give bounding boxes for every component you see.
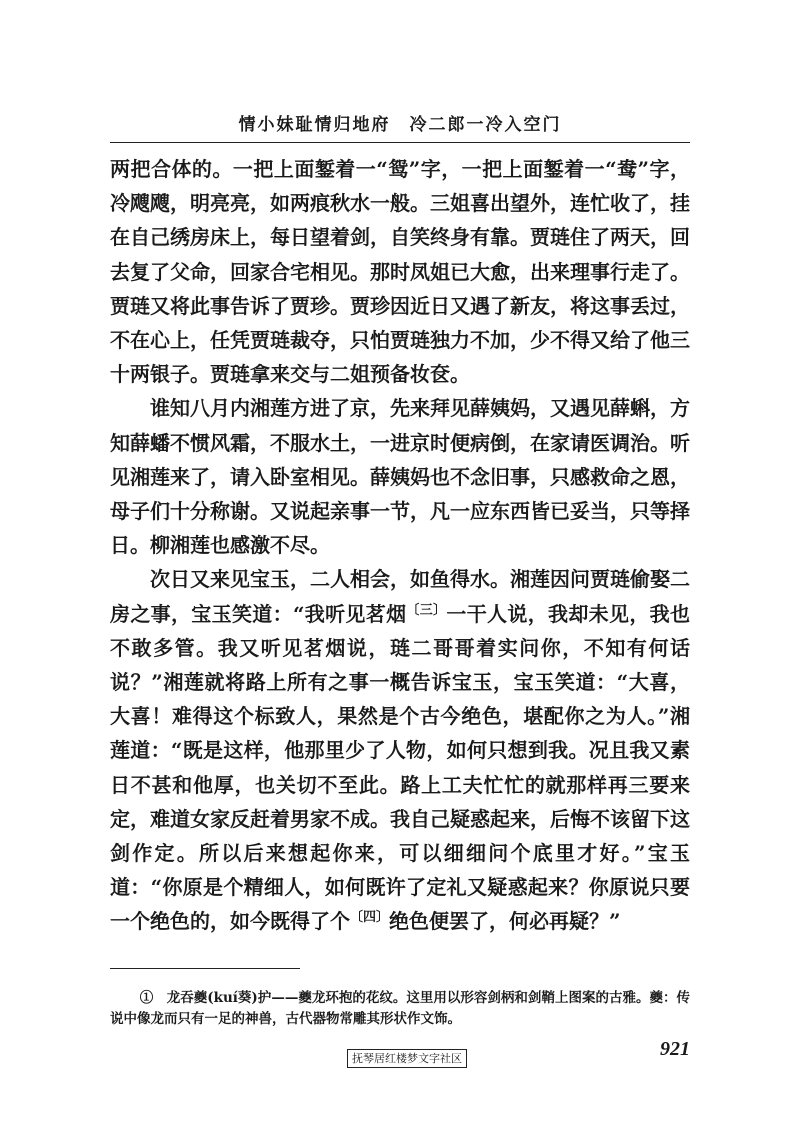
paragraph-text: 谁知八月内湘莲方进了京，先来拜见薛姨妈，又遇见薛蝌，方知薛蟠不惯风霜，不服水土，一进京时便病倒，在家请医调治。听见湘莲来了，请入卧室相见。薛姨妈也不念旧事，只感救命之恩，母子们十分称谢。又说起亲事一节，凡一应东西皆已妥当，只等择日。柳湘莲也感激不尽。	[110, 396, 690, 558]
paragraph-text: 绝色便罢了，何必再疑？”	[389, 909, 621, 934]
footnote-text: ① 龙吞夔(kuí葵)护——夔龙环抱的花纹。这里用以形容剑柄和剑鞘上图案的古雅。夔：传说中像龙而只有一足的神兽，古代器物常雕其形状作文饰。	[110, 990, 690, 1027]
paragraph-text: 一干人说，我却未见，我也不敢多管。我又听见茗烟说，琏二哥哥着实问你，不知有何话说？”湘莲就将路上所有之事一概告诉宝玉，宝玉笑道：“大喜，大喜！难得这个标致人，果然是个古今绝色，堪配你之为人。”湘莲道：“既是这样，他那里少了人物，如何只想到我。况且我又素日不甚和他厚，也关切不至此。路上工夫忙忙的就那样再三要来定，难道女家反赶着男家不成。我自己疑惑起来，后悔不该留下这剑作定。所以后来想起你来，可以细细问个底里才好。”宝玉道：“你原是个精细人，如何既许了定礼又疑惑起来？你原说只要一个绝色的，如今既得了个	[110, 601, 690, 934]
paragraph	[110, 562, 690, 938]
paragraph	[110, 391, 690, 562]
running-head: 情小妹耻情归地府 冷二郎一冷入空门	[238, 115, 562, 135]
paragraph	[110, 152, 690, 391]
paragraph-text: 两把合体的。一把上面錾着一“鸳”字，一把上面錾着一“鸯”字，冷飕飕，明亮亮，如两痕秋水一般。三姐喜出望外，连忙收了，挂在自己绣房床上，每日望着剑，自笑终身有靠。贾琏住了两天，回去复了父命，回家合宅相见。那时凤姐已大愈，出来理事行走了。贾琏又将此事告诉了贾珍。贾珍因近日又遇了新友，将这事丢过，不在心上，任凭贾琏裁夺，只怕贾琏独力不加，少不得又给了他三十两银子。贾琏拿来交与二姐预备妆奁。	[110, 157, 690, 387]
paragraph-text: 次日又来见宝玉，二人相会，如鱼得水。湘莲因问贾琏偷娶二房之事，宝玉笑道：“我听见茗烟	[110, 567, 690, 626]
annotation-marker: 〔四〕	[350, 910, 390, 926]
footnote-rule	[110, 968, 300, 969]
body-text	[110, 152, 690, 939]
header-rule	[110, 142, 690, 143]
footnote	[110, 988, 690, 1030]
annotation-marker: 〔三〕	[406, 602, 447, 618]
footer-stamp: 抚琴居红楼梦文字社区	[347, 1049, 467, 1068]
page-number: 921	[660, 1038, 690, 1060]
